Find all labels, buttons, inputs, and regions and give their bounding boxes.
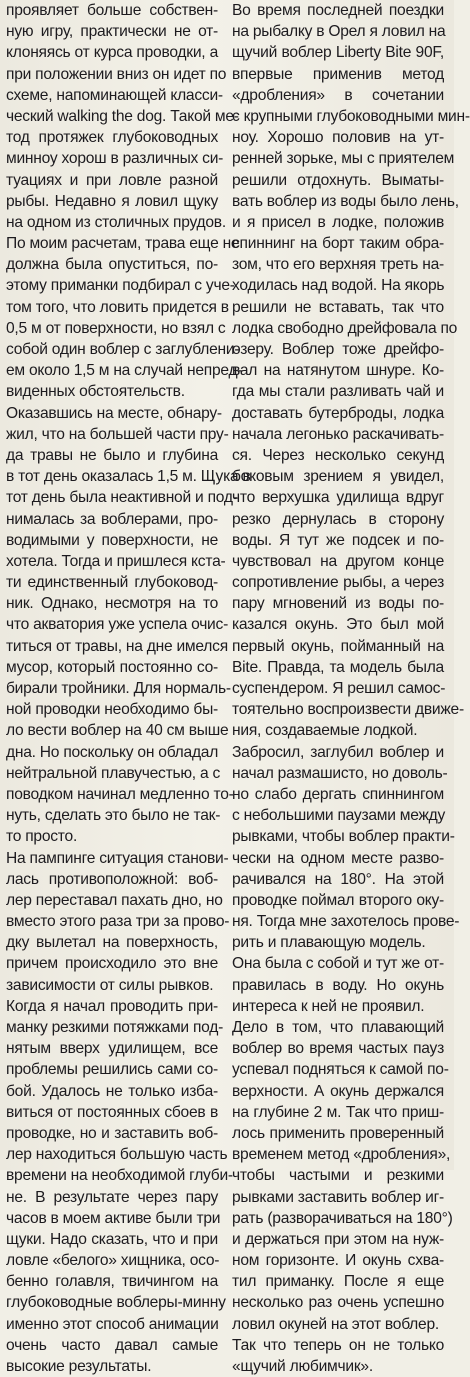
text-line: зависимости от силы рывков. (6, 976, 214, 994)
text-line: суспендером. Я решил самос- (232, 680, 446, 697)
text-line: поводком начинал медленно то- (6, 785, 234, 803)
text-line: воды. Я тут же подсек и по- (232, 531, 444, 549)
text-line: воблер во время частых пауз (232, 1040, 444, 1058)
text-line: боковым зрением я увидел, (232, 468, 444, 486)
text-line: ня. Тогда мне захотелось прове- (232, 913, 460, 931)
text-line: впервые применив метод (232, 65, 444, 83)
text-line: лась противоположной: воб- (6, 870, 218, 888)
text-line: должна была опуститься, по- (6, 256, 218, 274)
text-line: жил, что на большей части пру- (6, 425, 229, 443)
text-line: рывками заставить воблер иг- (232, 1188, 444, 1206)
text-line: времени на необходимой глуби- (6, 1167, 233, 1185)
text-line: Оказавшись на месте, обнару- (6, 404, 222, 422)
text-line: на рыбалку в Орел я ловил на (232, 23, 446, 41)
text-line: лось применить проверенный (232, 1124, 444, 1142)
text-line: ноу. Хорошо половив на ут- (232, 129, 444, 147)
text-line: с крупными глубоководными мин- (232, 107, 470, 125)
text-line: нуть, сделать это было не так- (6, 807, 221, 825)
text-line: рачивался на 180°. На этой (232, 870, 444, 888)
text-line: при положении вниз он идет по (6, 65, 227, 83)
text-line: временем метод «дробления», (232, 1146, 451, 1164)
text-line: на одном из столичных прудов. (6, 213, 226, 231)
text-line: щуки. Надо сказать, что и при (6, 1230, 218, 1248)
text-line: Она была с собой и тут же от- (232, 955, 444, 973)
text-line: ной проводки необходимо бы- (6, 701, 218, 719)
text-line: первый окунь, пойманный на (232, 637, 444, 655)
text-line: дку вылетал на поверхность, (6, 934, 218, 952)
text-line: ном горизонте. И окунь схва- (232, 1252, 444, 1270)
text-line: да травы не было и глубина (6, 446, 218, 464)
text-line: спиннинг на борт таким обра- (232, 235, 444, 253)
text-line: щучий воблер Liberty Bite 90F, (232, 44, 444, 62)
text-line: лодка свободно дрейфовала по (232, 319, 458, 337)
text-line: чувствовал на другом конце (232, 552, 444, 570)
text-line: доставать бутерброды, лодка (232, 404, 444, 422)
text-line: том того, что ловить придется в (6, 298, 229, 316)
text-line: ловил окуней на этот воблер. (232, 1315, 439, 1333)
text-line: часов в моем активе были три (6, 1209, 221, 1227)
text-line: решили отдохнуть. Выматы- (232, 171, 444, 189)
text-line: тил приманку. После я еще (232, 1273, 444, 1291)
text-line: Так что теперь он не только (232, 1336, 444, 1354)
text-line: ем около 1,5 м на случай непред- (6, 362, 243, 380)
text-line: сопротивление рыбы, а через (232, 574, 444, 592)
text-line: мусор, который постоянно со- (6, 658, 218, 676)
text-line: решили не вставать, так что (232, 298, 444, 316)
text-line: проблемы решились сами со- (6, 1061, 218, 1079)
text-line: именно этот способ анимации (6, 1315, 219, 1333)
text-line: ти единственный глубоковод- (6, 574, 218, 592)
text-line: что акватория уже успела очис- (6, 616, 229, 634)
text-line: в тот день оказалась 1,5 м. Щука в (6, 468, 251, 486)
text-line: зом, что его верхняя треть на- (232, 256, 444, 274)
text-line: тот день была неактивной и под- (6, 489, 238, 507)
text-line: рать (разворачиваться на 180°) (232, 1209, 453, 1227)
text-line: то просто. (6, 828, 78, 846)
text-line: клоняясь от курса проводки, а (6, 44, 218, 62)
text-line: ло вести воблер на 40 см выше (6, 722, 229, 740)
text-line: виться от постоянных сбоев в (6, 1103, 218, 1121)
text-line: не. В результате через пару (6, 1188, 218, 1206)
text-line: казался окунь. Это был мой (232, 616, 444, 634)
text-line: этому приманки подбирал с уче- (6, 277, 235, 295)
text-line: интереса к ней не проявил. (232, 997, 425, 1015)
text-line: водимыми у поверхности, не (6, 531, 218, 549)
text-line: начал размашисто, но доволь- (232, 764, 448, 782)
text-line: бирали тройники. Для нормаль- (6, 680, 231, 697)
text-line: тод протяжек глубоководных (6, 129, 218, 147)
text-line: гда мы стали разливать чай и (232, 383, 444, 401)
text-line: «дробления» в сочетании (232, 86, 444, 104)
text-line: ловле «белого» хищника, осо- (6, 1252, 220, 1270)
text-line: 0,5 м от поверхности, но взял с (6, 319, 226, 337)
text-line: Дело в том, что плавающий (232, 1019, 444, 1036)
text-line: но слабо дергать спиннингом (232, 785, 444, 803)
text-line: туациях и при ловле разной (6, 171, 218, 189)
text-line: вать воблер из воды было лень, (232, 192, 459, 210)
text-line: хотела. Тогда и пришлеся кста- (6, 552, 226, 570)
text-line: озеру. Воблер тоже дрейфо- (232, 341, 444, 358)
text-line: на глубине 2 м. Так что приш- (232, 1103, 444, 1121)
text-line: рить и плавающую модель. (232, 934, 426, 952)
text-line: ся. Через несколько секунд (232, 446, 444, 464)
text-line: очень часто давал самые (6, 1336, 218, 1354)
text-line: рывками, чтобы воблер практи- (232, 828, 455, 846)
article-right-column (232, 0, 470, 1375)
text-line: дна. Но поскольку он обладал (6, 743, 219, 761)
text-line: виденных обстоятельств. (6, 383, 185, 401)
text-line: чтобы частыми и резкими (232, 1167, 444, 1185)
text-line: минноу хорош в различных си- (6, 150, 224, 168)
text-line: ческий walking the dog. Такой ме- (6, 107, 239, 125)
text-line: ния, создаваемые лодкой. (232, 722, 418, 740)
text-line: правилась в воду. Но окунь (232, 976, 444, 994)
text-line: бенно голавля, твичингом на (6, 1273, 218, 1291)
text-line: чески на одном месте разво- (232, 849, 444, 867)
text-line: нейтральной плавучестью, а с (6, 764, 221, 782)
text-line: проводке, но и заставить воб- (6, 1124, 218, 1142)
text-line: глубоководные воблеры-минну (6, 1294, 226, 1312)
text-line: тоятельно воспроизвести движе- (232, 701, 464, 719)
text-line: манку резкими потяжками под- (6, 1019, 224, 1036)
text-line: несколько раз очень успешно (232, 1294, 444, 1312)
text-line: пару мгновений из воды по- (232, 595, 444, 613)
text-line: лер находиться большую часть (6, 1146, 228, 1164)
text-line: Во время последней поездки (232, 2, 444, 19)
text-line: нималась за воблерами, про- (6, 510, 218, 528)
text-line: высокие результаты. (6, 1358, 152, 1375)
text-line: вал на натянутом шнуре. Ко- (232, 362, 444, 380)
text-line: вместо этого раза три за прово- (6, 913, 230, 931)
text-line: На пампинге ситуация станови- (6, 849, 229, 867)
text-line: Когда я начал проводить при- (6, 997, 218, 1015)
text-line: ренней зорьке, мы с приятелем (232, 150, 455, 168)
text-line: успевал подняться к самой по- (232, 1061, 449, 1079)
text-line: проводке поймал второго оку- (232, 891, 444, 909)
text-line: резко дернулась в сторону (232, 510, 444, 528)
text-line: нятым вверх удилищем, все (6, 1040, 218, 1058)
text-line: что верхушка удилища вдруг (232, 489, 444, 507)
text-line: ник. Однако, несмотря на то (6, 595, 218, 613)
text-line: «щучий любимчик». (232, 1358, 373, 1375)
text-line: начала легонько раскачивать- (232, 425, 444, 443)
text-line: бой. Удалось не только избa- (6, 1082, 218, 1100)
text-line: и держаться при этом на нуж- (232, 1230, 444, 1248)
text-line: ную игру, практически не от- (6, 23, 218, 41)
text-line: и я присел в лодке, положив (232, 213, 444, 231)
text-line: Забросил, заглубил воблер и (232, 743, 444, 761)
text-line: титься от травы, на дне имелся (6, 637, 228, 655)
text-line: ходилась над водой. На якорь (232, 277, 445, 295)
text-line: с небольшими паузами между (232, 807, 446, 825)
article-left-column (6, 0, 251, 1375)
text-line: схеме, напоминающей класси- (6, 86, 223, 104)
text-line: проявляет больше собствен- (6, 2, 218, 19)
text-line: верхности. А окунь держался (232, 1082, 444, 1100)
text-line: Bite. Правда, та модель была (232, 658, 444, 676)
text-line: По моим расчетам, трава еще не (6, 235, 240, 253)
text-line: собой один воблер с заглублени- (6, 341, 240, 358)
text-line: рыбы. Недавно я ловил щуку (6, 192, 218, 210)
text-line: причем происходило это вне (6, 955, 218, 973)
text-line: лер переставал пахать дно, но (6, 891, 223, 909)
